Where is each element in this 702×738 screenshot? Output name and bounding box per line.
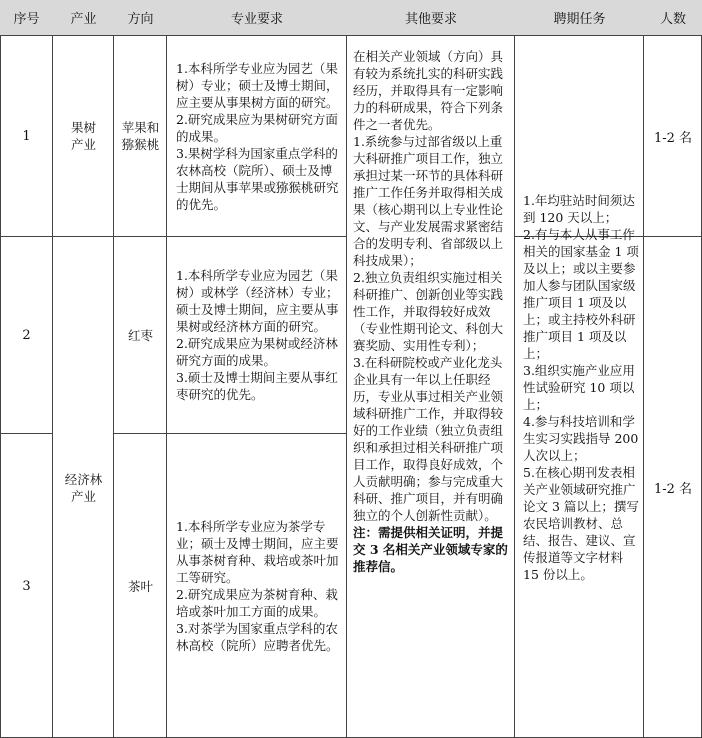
row-1-major-item-3: 3.果树学科为国家重点学科的农林高校（院所）、硕士及博士期间从事苹果或猕猴桃研究的优先。: [176, 145, 339, 212]
task-item-4: 4.参与科技培训和学生实习实践指导 200 人次以上；: [523, 413, 639, 463]
industry-economic-forest: 经济林产业: [64, 471, 103, 504]
row-1-industry: 果树产业: [70, 120, 96, 152]
other-item-3: 3.在科研院校或产业化龙头企业具有一年以上任职经历，专业从事过相关产业领域科研推广工作，并取得较好的工作业绩（独立负责组织和承担过相关科研推广项目工作，取得良好成效，个人贡献明确；参与完成重大科研、推广项目，并有明确独立的个人创新性贡献）。: [353, 355, 504, 523]
row-1-direction: 苹果和猕猴桃: [121, 120, 160, 152]
row-2-major-item-2: 2.研究成果应为果树或经济林研究方面的成果。: [176, 336, 338, 368]
header-seq: 序号: [0, 0, 53, 35]
other-requirements: [347, 36, 515, 738]
task-item-1: 1.年均驻站时间须达到 120 天以上；: [523, 192, 635, 225]
row-3-major: [167, 434, 347, 738]
row-1-major-item-1: 1.本科所学专业应为园艺（果树）专业；硕士及博士期间，应主要从事果树方面的研究。: [176, 60, 339, 110]
row-2-major-item-3: 3.硕士及博士期间主要从事红枣研究的优先。: [176, 370, 338, 402]
row-2-major-item-1: 1.本科所学专业应为园艺（果树）或林学（经济林）专业；硕士及博士期间，应主要从事果树或经济林方面的研究。: [176, 268, 339, 334]
header-industry: 产业: [53, 0, 114, 35]
row-3-seq: 3: [22, 578, 31, 594]
other-item-1: 1.系统参与过部省级以上重大科研推广项目工作，独立承担过某一环节的具体科研推广工作任务并取得相关成果（核心期刊以上专业性论文、与产业发展需求紧密结合的发明专利、省部级以上科技成果）；: [353, 134, 504, 268]
row-1-major-item-2: 2.研究成果应为果树研究方面的成果。: [176, 111, 338, 144]
row-1-seq: 1: [22, 128, 31, 144]
row-2-major: [167, 237, 347, 433]
row-3-major-item-2: 2.研究成果应为茶树育种、栽培或茶叶加工方面的成果。: [176, 587, 338, 619]
row-2-seq: 2: [22, 327, 31, 343]
row-3-direction: 茶叶: [127, 578, 153, 594]
row-3-major-item-3: 3.对茶学为国家重点学科的农林高校（院所）应聘者优先。: [176, 621, 339, 653]
row-2-direction: 红枣: [127, 327, 153, 343]
header-other: 其他要求: [347, 0, 515, 35]
other-intro: 在相关产业领域（方向）具有较为系统扎实的科研实践经历，并取得具有一定影响力的科研成果，符合下列条件之一者优先。: [353, 49, 504, 132]
other-item-2: 2.独立负责组织实施过相关科研推广、创新创业等实践性工作，并取得较好成效（专业性期刊论文、科创大赛奖励、实用性专利）；: [353, 270, 504, 353]
row-1-count: 1-2 名: [653, 130, 693, 146]
header-major: 专业要求: [167, 0, 347, 35]
other-note: 注：需提供相关证明，并提交 3 名相关产业领域专家的推荐信。: [353, 525, 508, 574]
header-count: 人数: [644, 0, 702, 35]
term-tasks: [515, 36, 644, 738]
task-item-3: 3.组织实施产业应用性试验研究 10 项以上；: [523, 362, 635, 412]
task-item-5: 5.在核心期刊发表相关产业领域研究推广论文 3 篇以上；撰写农民培训教材、总结、报告、建议、宣传报道等文字材料 15 份以上。: [523, 464, 639, 582]
count-shared: 1-2 名: [653, 482, 693, 497]
task-item-2: 2.有与本人从事工作相关的国家基金 1 项及以上；或以主要参加人参与团队国家级推广项目 1 项及以上；或主持校外科研推广项目 1 项及以上；: [523, 226, 639, 361]
header-direction: 方向: [114, 0, 167, 35]
row-1-major: [167, 36, 347, 236]
header-tasks: 聘期任务: [515, 0, 644, 35]
row-3-major-item-1: 1.本科所学专业应为茶学专业；硕士及博士期间，应主要从事茶树育种、栽培或茶叶加工等研究。: [176, 519, 339, 585]
